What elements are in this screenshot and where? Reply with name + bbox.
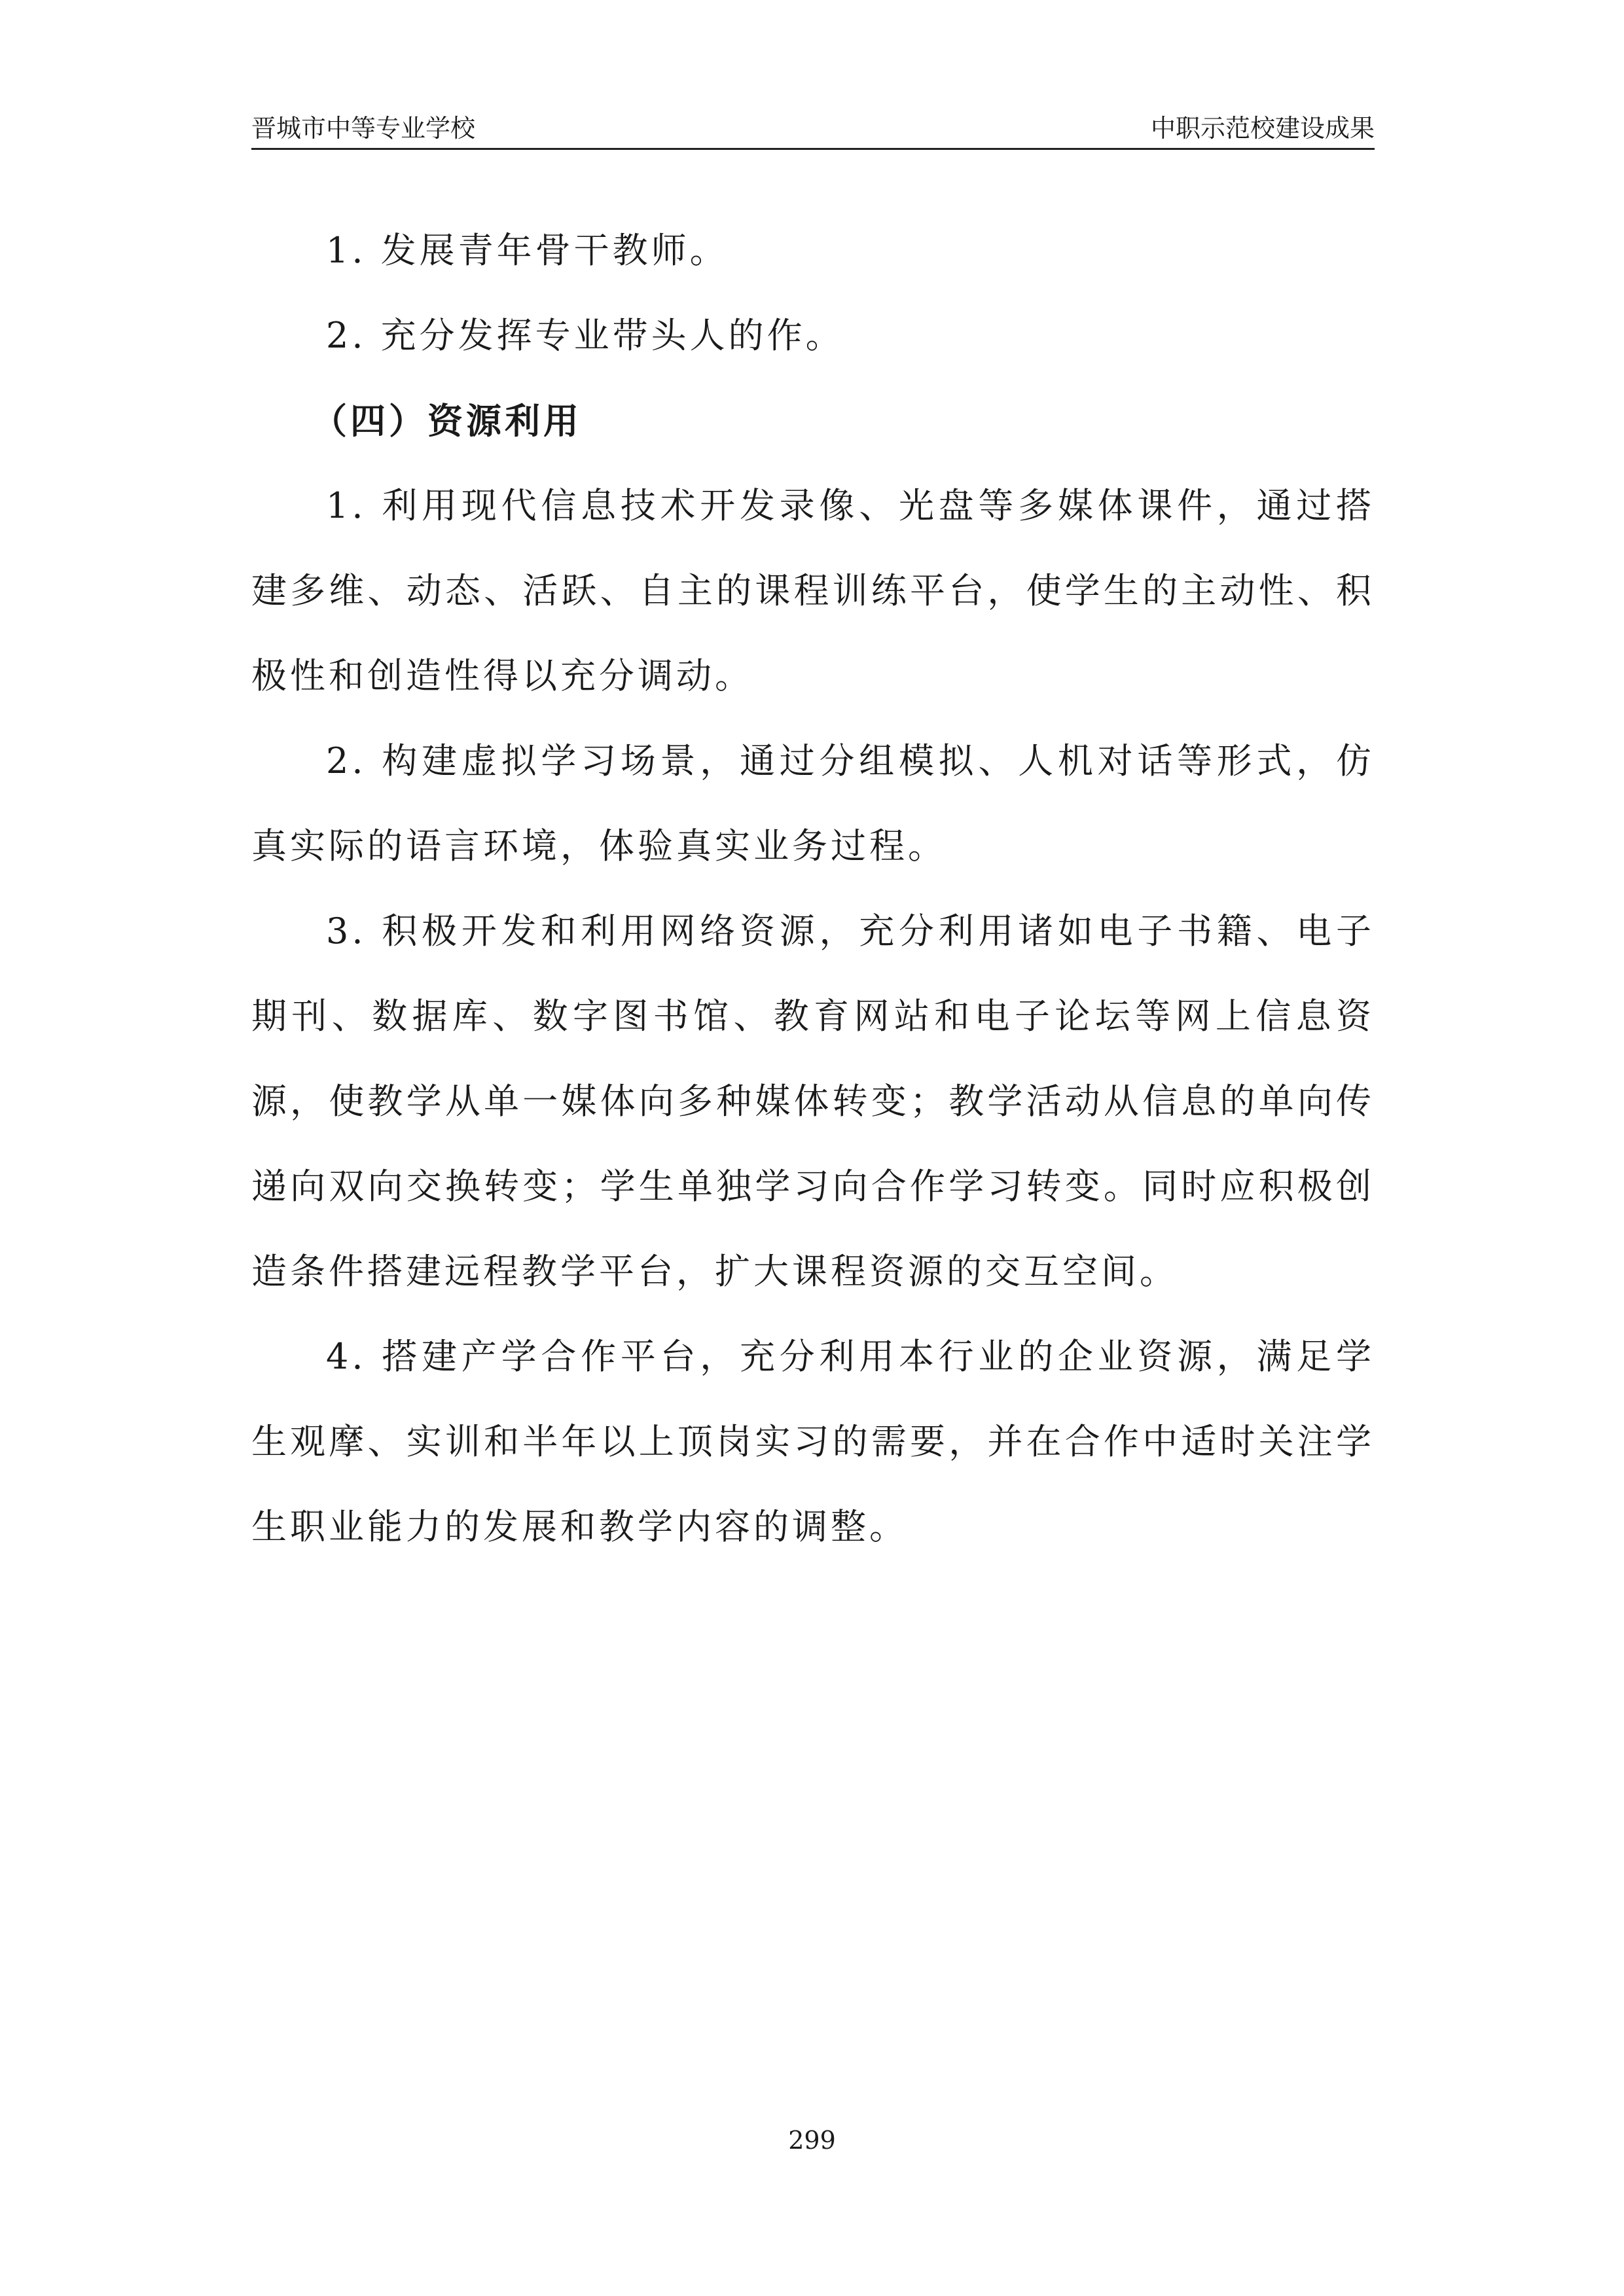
paragraph: 3. 积极开发和利用网络资源，充分利用诸如电子书籍、电子期刊、数据库、数字图书馆、教育网站和电子论坛等网上信息资源，使教学从单一媒体向多种媒体转变；教学活动从信息的单向传递向双向交换转变；学生单独学习向合作学习转变。同时应积极创造条件搭建远程教学平台，扩大课程资源的交互空间。 bbox=[251, 910, 1375, 1292]
list-item: 1. 发展青年骨干教师。 bbox=[326, 230, 729, 271]
section-heading: （四）资源利用 bbox=[312, 400, 582, 442]
paragraph: 1. 利用现代信息技术开发录像、光盘等多媒体课件，通过搭建多维、动态、活跃、自主的课程训练平台，使学生的主动性、积极性和创造性得以充分调动。 bbox=[251, 485, 1375, 696]
page-number: 299 bbox=[788, 2126, 836, 2155]
list-item: 2. 充分发挥专业带头人的作。 bbox=[326, 315, 844, 356]
page-header bbox=[251, 111, 1375, 150]
paragraph: 2. 构建虚拟学习场景，通过分组模拟、人机对话等形式，仿真实际的语言环境，体验真实业务过程。 bbox=[251, 740, 1375, 867]
document-body bbox=[251, 208, 1375, 1570]
paragraph: 4. 搭建产学合作平台，充分利用本行业的企业资源，满足学生观摩、实训和半年以上顶岗实习的需要，并在合作中适时关注学生职业能力的发展和教学内容的调整。 bbox=[251, 1336, 1375, 1547]
header-school-name: 晋城市中等专业学校 bbox=[251, 114, 476, 143]
header-document-title: 中职示范校建设成果 bbox=[1150, 114, 1375, 143]
